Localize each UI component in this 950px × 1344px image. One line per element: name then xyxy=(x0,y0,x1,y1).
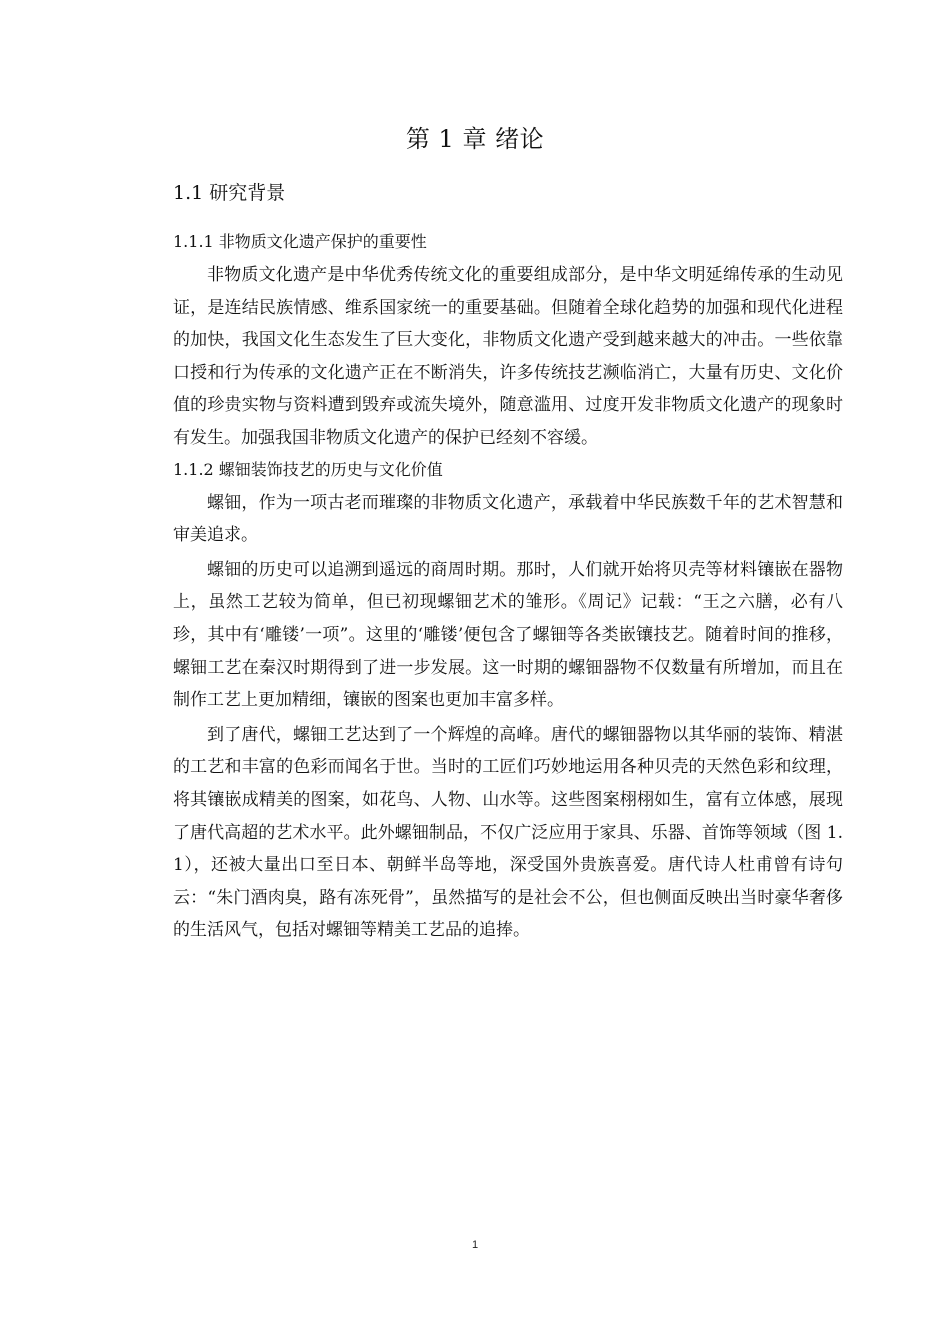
chapter-title: 第 1 章 绪论 xyxy=(405,125,545,153)
body-content xyxy=(173,229,843,947)
paragraph-luodian-origins: 螺钿的历史可以追溯到遥远的商周时期。那时，人们就开始将贝壳等材料镶嵌在器物上，虽然工艺较为简单，但已初现螺钿艺术的雏形。《周记》记载：“王之六膳，必有八珍，其中有‘雕镂’一项”。这里的‘雕镂’便包含了螺钿等各类嵌镶技艺。随着时间的推移，螺钿工艺在秦汉时期得到了进一步发展。这一时期的螺钿器物不仅数量有所增加，而且在制作工艺上更加精细，镶嵌的图案也更加丰富多样。 xyxy=(173,559,843,711)
subsection-title-1-1-1: 1.1.1 非物质文化遗产保护的重要性 xyxy=(173,232,427,251)
paragraph-luodian-tang: 到了唐代，螺钿工艺达到了一个辉煌的高峰。唐代的螺钿器物以其华丽的装饰、精湛的工艺和丰富的色彩而闻名于世。当时的工匠们巧妙地运用各种贝壳的天然色彩和纹理，将其镶嵌成精美的图案，如花鸟、人物、山水等。这些图案栩栩如生，富有立体感，展现了唐代高超的艺术水平。此外螺钿制品，不仅广泛应用于家具、乐器、首饰等领域（图 1.1），还被大量出口至日本、朝鲜半岛等地，深受国外贵族喜爱。唐代诗人杜甫曾有诗句云：“朱门酒肉臭，路有冻死骨”，虽然描写的是社会不公，但也侧面反映出当时豪华奢侈的生活风气，包括对螺钿等精美工艺品的追捧。 xyxy=(173,724,843,941)
paragraph-ich-importance: 非物质文化遗产是中华优秀传统文化的重要组成部分，是中华文明延绵传承的生动见证，是连结民族情感、维系国家统一的重要基础。但随着全球化趋势的加强和现代化进程的加快，我国文化生态发生了巨大变化，非物质文化遗产受到越来越大的冲击。一些依靠口授和行为传承的文化遗产正在不断消失，许多传统技艺濒临消亡，大量有历史、文化价值的珍贵实物与资料遭到毁弃或流失境外，随意滥用、过度开发非物质文化遗产的现象时有发生。加强我国非物质文化遗产的保护已经刻不容缓。 xyxy=(173,265,843,448)
page-number: 1 xyxy=(471,1239,479,1251)
paragraph-luodian-intro: 螺钿，作为一项古老而璀璨的非物质文化遗产，承载着中华民族数千年的艺术智慧和审美追求。 xyxy=(173,492,843,546)
subsection-title-1-1-2: 1.1.2 螺钿装饰技艺的历史与文化价值 xyxy=(173,459,443,479)
section-title: 1.1 研究背景 xyxy=(173,182,286,204)
